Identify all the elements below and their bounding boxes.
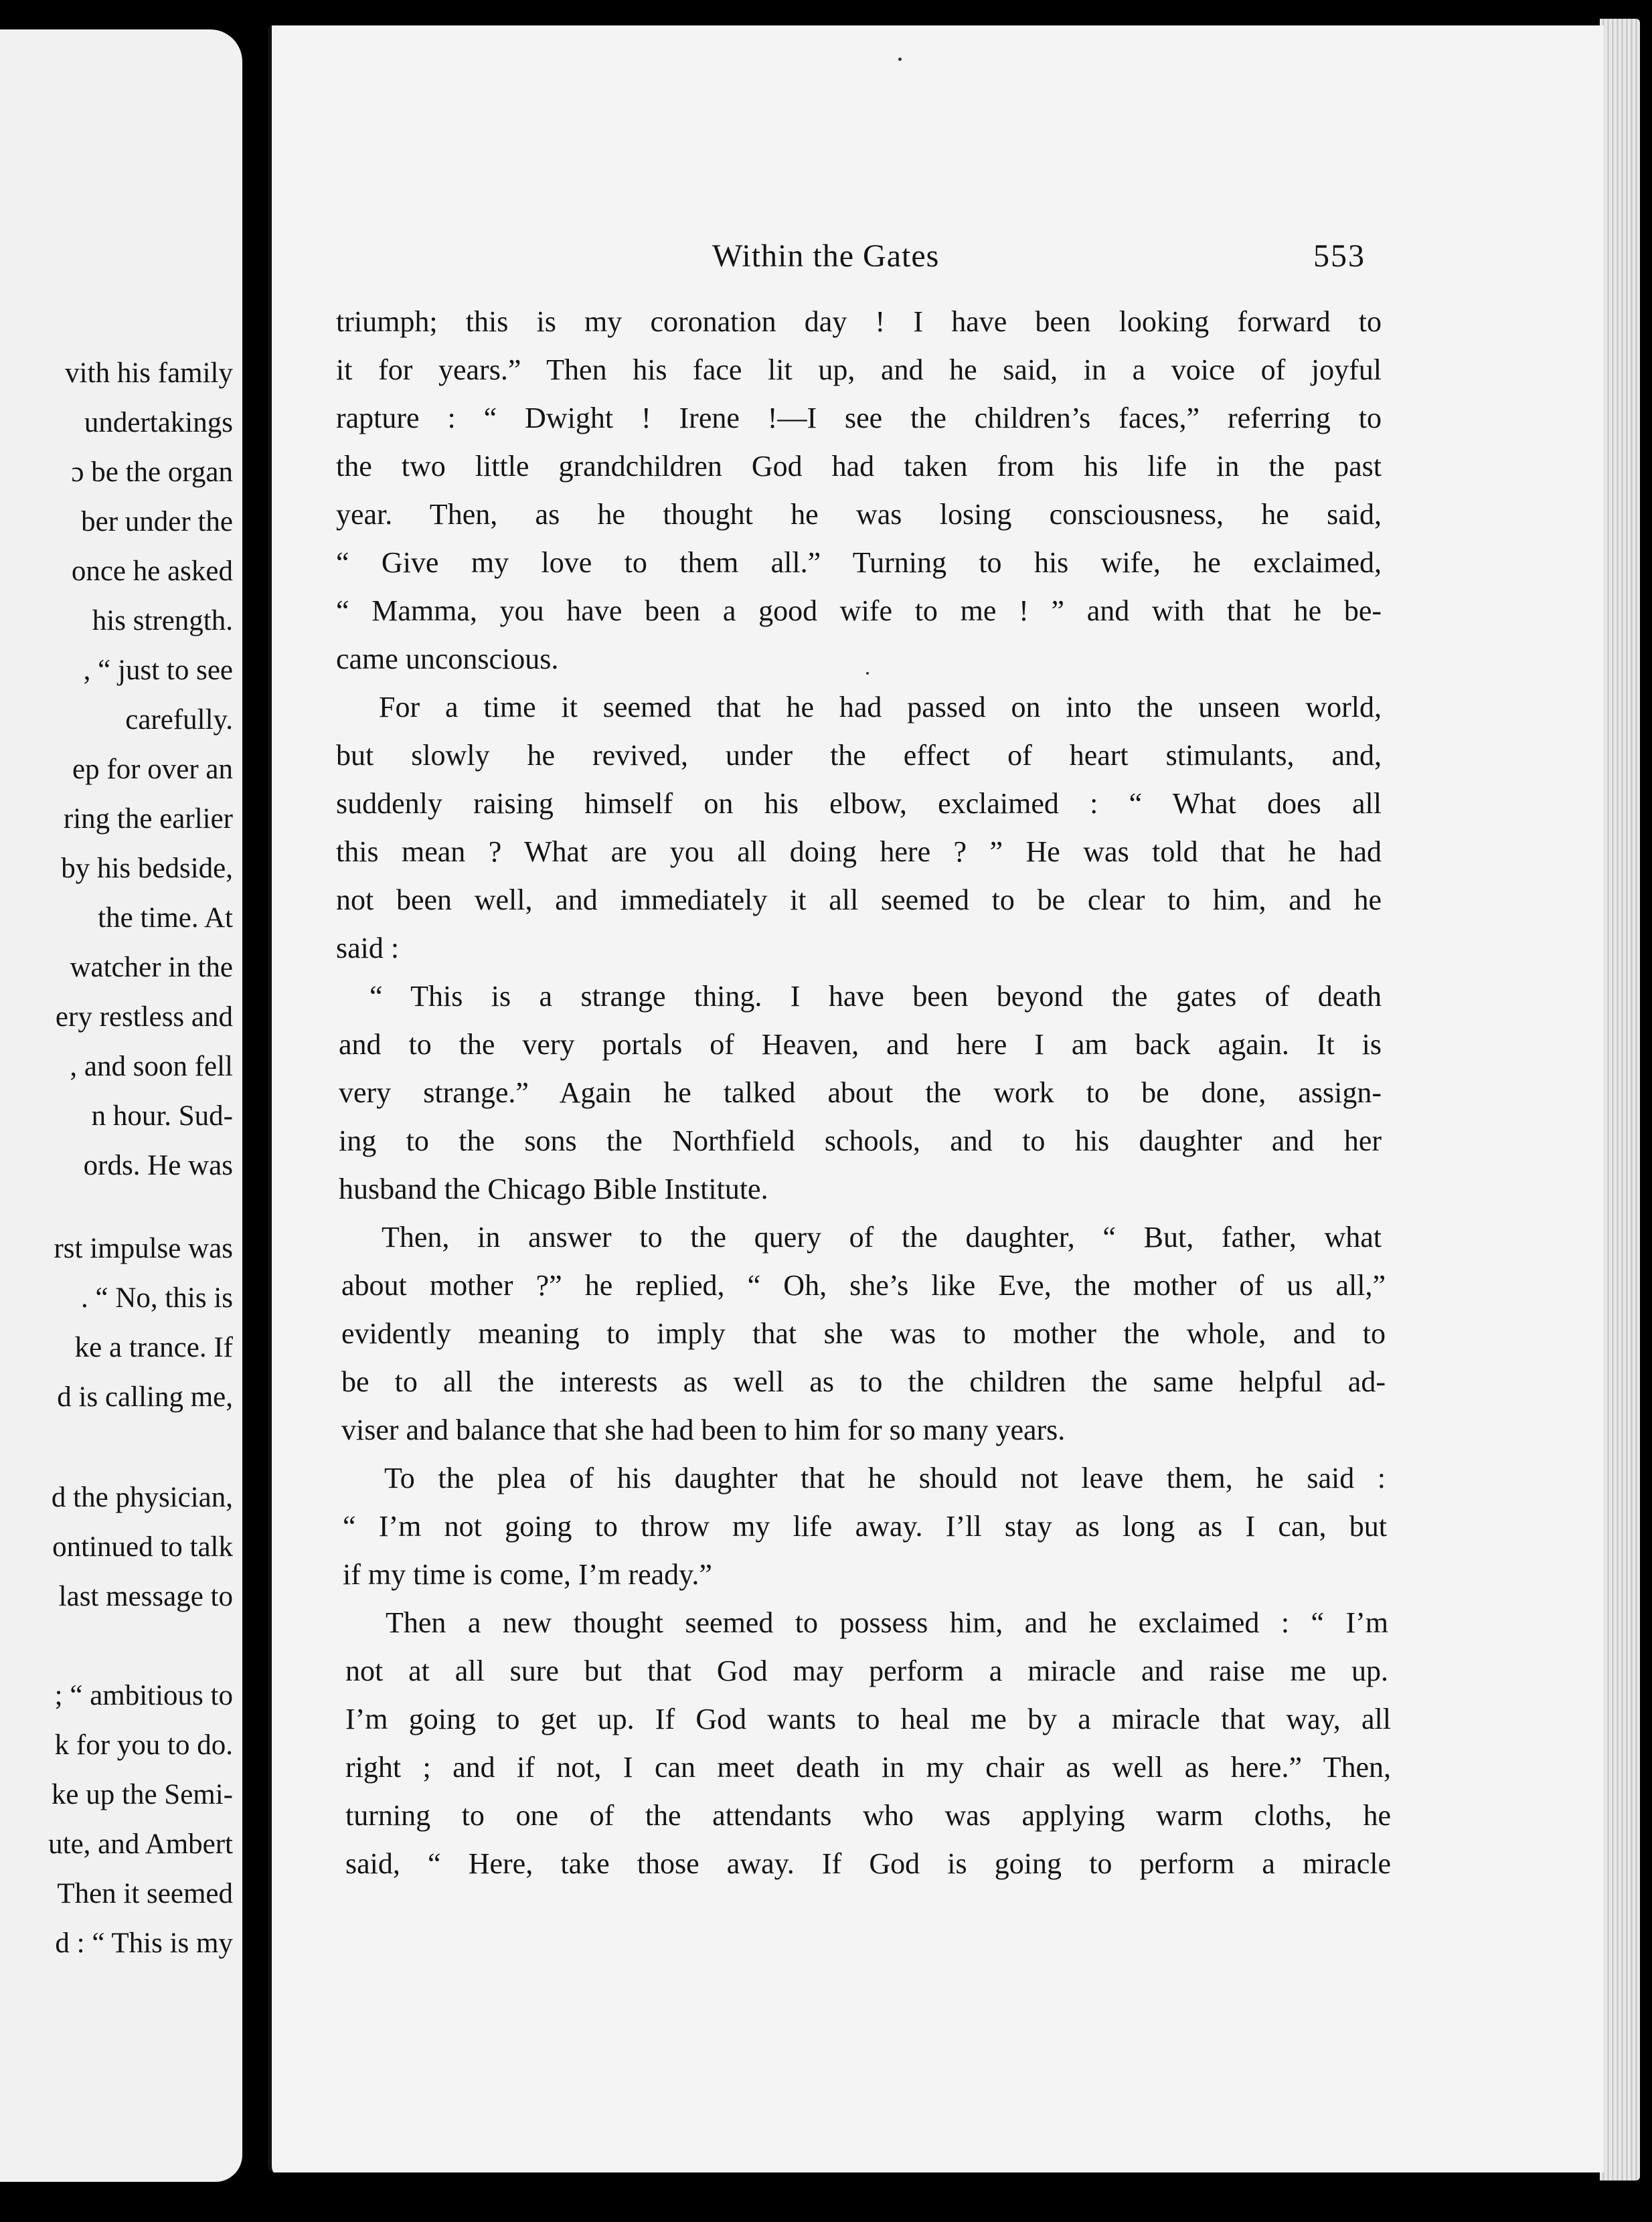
- book-page: [268, 25, 1604, 2172]
- text-line: the two little grandchildren God had taken from his life in the past: [336, 450, 1382, 483]
- text-line: “ Give my love to them all.” Turning to his wife, he exclaimed,: [336, 546, 1382, 579]
- text-line: said :: [336, 932, 400, 964]
- text-line: not been well, and immediately it all seemed to be clear to him, and he: [336, 883, 1382, 916]
- text-line: suddenly raising himself on his elbow, exclaimed : “ What does all: [336, 787, 1382, 820]
- text-line: To the plea of his daughter that he should not leave them, he said :: [384, 1462, 1386, 1494]
- text-line: be to all the interests as well as to the children the same helpful ad-: [341, 1365, 1386, 1398]
- facing-page-line: the time. At: [98, 902, 233, 934]
- facing-page-line: by his bedside,: [61, 853, 233, 884]
- facing-page-line: d the physician,: [51, 1482, 233, 1513]
- text-line: triumph; this is my coronation day ! I have been looking forward to: [336, 305, 1382, 338]
- paper-speck: [898, 58, 902, 61]
- facing-page-line: carefully.: [125, 704, 233, 736]
- facing-page-line: once he asked: [71, 556, 233, 587]
- facing-page-line: rst impulse was: [54, 1233, 233, 1264]
- text-line: “ This is a strange thing. I have been beyond the gates of death: [369, 980, 1382, 1013]
- text-line: husband the Chicago Bible Institute.: [339, 1173, 768, 1205]
- text-line: it for years.” Then his face lit up, and he said, in a voice of joyful: [336, 353, 1382, 386]
- text-line: year. Then, as he thought he was losing consciousness, he said,: [336, 498, 1382, 531]
- text-line: and to the very portals of Heaven, and here I am back again. It is: [339, 1028, 1382, 1061]
- facing-page-line: ɔ be the organ: [71, 456, 233, 488]
- facing-page-line: last message to: [58, 1581, 233, 1612]
- facing-page-line: ke a trance. If: [74, 1332, 233, 1363]
- facing-page-line: ery restless and: [55, 1001, 233, 1033]
- facing-page-line: ; “ ambitious to: [54, 1680, 233, 1711]
- text-line: rapture : “ Dwight ! Irene !—I see the children’s faces,” referring to: [336, 402, 1382, 434]
- facing-page-line: ords. He was: [83, 1150, 233, 1181]
- text-line: about mother ?” he replied, “ Oh, she’s like Eve, the mother of us all,”: [341, 1269, 1386, 1302]
- text-line: but slowly he revived, under the effect of heart stimulants, and,: [336, 739, 1382, 772]
- facing-page-line: , and soon fell: [70, 1051, 233, 1082]
- text-line: “ I’m not going to throw my life away. I’ll stay as long as I can, but: [343, 1510, 1387, 1543]
- facing-page-line: ring the earlier: [63, 803, 233, 835]
- text-line: turning to one of the attendants who was applying warm cloths, he: [345, 1799, 1391, 1832]
- text-line: For a time it seemed that he had passed on into the unseen world,: [379, 691, 1382, 723]
- facing-page-line: ber under the: [81, 506, 233, 537]
- facing-page-line: ep for over an: [72, 754, 233, 785]
- facing-page-line: his strength.: [92, 605, 233, 636]
- text-line: came unconscious.: [336, 643, 559, 675]
- text-line: if my time is come, I’m ready.”: [343, 1558, 712, 1591]
- text-line: said, “ Here, take those away. If God is going to perform a miracle: [345, 1847, 1391, 1880]
- facing-page-line: d is calling me,: [57, 1381, 233, 1413]
- page-edges: [1600, 19, 1640, 2181]
- text-line: ing to the sons the Northfield schools, and to his daughter and her: [339, 1124, 1382, 1157]
- facing-page-line: k for you to do.: [54, 1729, 233, 1761]
- facing-page-line: ke up the Semi-: [51, 1779, 233, 1810]
- facing-page-line: Then it seemed: [57, 1878, 233, 1909]
- facing-page-line: . “ No, this is: [81, 1282, 233, 1314]
- text-line: I’m going to get up. If God wants to heal me by a miracle that way, all: [345, 1703, 1391, 1735]
- text-line: right ; and if not, I can meet death in my chair as well as here.” Then,: [345, 1751, 1391, 1784]
- facing-page-line: d : “ This is my: [55, 1928, 233, 1959]
- text-line: “ Mamma, you have been a good wife to me ! ” and with that he be-: [336, 594, 1382, 627]
- facing-page-line: , “ just to see: [83, 655, 233, 686]
- facing-page-line: ontinued to talk: [52, 1531, 233, 1563]
- text-line: evidently meaning to imply that she was to mother the whole, and to: [341, 1317, 1386, 1350]
- facing-page-line: vith his family: [65, 357, 233, 389]
- text-line: Then a new thought seemed to possess him, and he exclaimed : “ I’m: [386, 1606, 1388, 1639]
- text-line: this mean ? What are you all doing here ? ” He was told that he had: [336, 835, 1382, 868]
- text-line: Then, in answer to the query of the daughter, “ But, father, what: [382, 1221, 1382, 1254]
- text-line: not at all sure but that God may perform a miracle and raise me up.: [345, 1654, 1388, 1687]
- running-head-title: Within the Gates: [712, 238, 940, 274]
- facing-page-line: ute, and Ambert: [48, 1828, 233, 1860]
- facing-page-fragment: [0, 29, 242, 2182]
- page-number: 553: [1313, 238, 1366, 274]
- facing-page-line: undertakings: [84, 407, 233, 438]
- text-line: viser and balance that she had been to him for so many years.: [341, 1414, 1066, 1446]
- facing-page-line: n hour. Sud-: [91, 1100, 233, 1132]
- facing-page-line: watcher in the: [70, 952, 233, 983]
- text-line: very strange.” Again he talked about the work to be done, assign-: [339, 1076, 1382, 1109]
